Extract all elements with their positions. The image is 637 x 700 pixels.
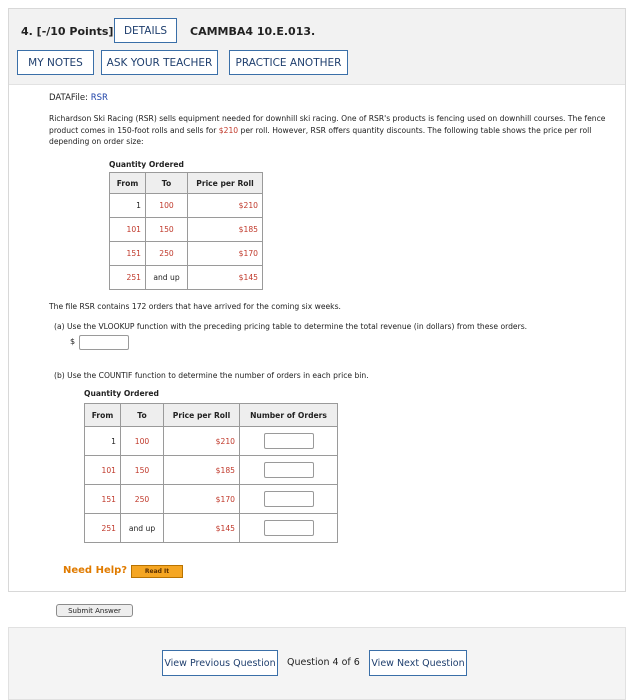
cell-price: $185 [188,218,263,242]
col-header-price: Price per Roll [164,404,240,427]
table-row [110,266,263,290]
cell-from: 101 [85,456,121,485]
question-indicator: Question 4 of 6 [287,657,360,668]
bins-table [84,403,338,543]
cell-to: 150 [146,218,188,242]
intro-price: $210 [218,125,239,135]
cell-count [240,514,338,543]
col-header-count: Number of Orders [240,404,338,427]
count-input[interactable] [264,433,314,449]
intro-text-2: per roll. However, RSR offers quantity discounts. The following table shows the price per roll depending on order size: [49,125,592,146]
submit-answer-button[interactable]: Submit Answer [56,604,133,617]
view-next-question-button[interactable]: View Next Question [369,650,467,676]
practice-another-button[interactable]: PRACTICE ANOTHER [229,50,348,75]
col-header-to: To [146,173,188,194]
cell-count [240,485,338,514]
view-previous-question-button[interactable]: View Previous Question [162,650,278,676]
cell-price: $210 [164,427,240,456]
cell-to: 150 [121,456,164,485]
pricing-table-caption: Quantity Ordered [109,160,184,169]
cell-price: $185 [164,456,240,485]
bins-table-caption: Quantity Ordered [84,389,159,398]
part-a-prompt: (a) Use the VLOOKUP function with the preceding pricing table to determine the total revenue (in dollars) from these orders. [54,322,528,331]
table-row [85,427,338,456]
count-input[interactable] [264,491,314,507]
cell-price: $145 [164,514,240,543]
currency-symbol: $ [70,337,76,346]
cell-from: 151 [110,242,146,266]
read-it-button[interactable]: Read It [131,565,183,578]
question-navigation [8,627,626,700]
table-row [85,456,338,485]
details-button[interactable]: DETAILS [114,18,177,43]
question-points: 4. [-/10 Points] [21,25,114,38]
cell-price: $170 [188,242,263,266]
count-input[interactable] [264,462,314,478]
problem-code: CAMMBA4 10.E.013. [190,25,316,38]
pricing-table [109,172,263,290]
cell-from: 251 [85,514,121,543]
col-header-price: Price per Roll [188,173,263,194]
cell-from: 1 [85,427,121,456]
col-header-from: From [85,404,121,427]
cell-to: 250 [146,242,188,266]
table-row [110,218,263,242]
problem-intro [49,113,615,148]
cell-to: 100 [121,427,164,456]
cell-price: $170 [164,485,240,514]
cell-count [240,427,338,456]
cell-price: $210 [188,194,263,218]
datafile-link[interactable]: RSR [90,93,108,103]
question-card [8,8,626,615]
question-header [9,9,625,85]
count-input[interactable] [264,520,314,536]
cell-from: 251 [110,266,146,290]
table-row [110,194,263,218]
table-row [110,242,263,266]
cell-to: 250 [121,485,164,514]
cell-from: 101 [110,218,146,242]
cell-to: 100 [146,194,188,218]
cell-to: and up [121,514,164,543]
col-header-from: From [110,173,146,194]
cell-from: 151 [85,485,121,514]
col-header-to: To [121,404,164,427]
part-b-prompt: (b) Use the COUNTIF function to determine the number of orders in each price bin. [54,371,369,380]
table-row [85,514,338,543]
datafile-line [49,93,108,103]
need-help-label: Need Help? [63,565,128,576]
ask-teacher-button[interactable]: ASK YOUR TEACHER [101,50,218,75]
cell-count [240,456,338,485]
cell-price: $145 [188,266,263,290]
cell-to: and up [146,266,188,290]
cell-from: 1 [110,194,146,218]
file-note: The file RSR contains 172 orders that have arrived for the coming six weeks. [49,302,341,311]
revenue-input[interactable] [79,335,129,350]
datafile-label: DATAFile: [49,93,88,103]
table-row [85,485,338,514]
intro-text-1: Richardson Ski Racing (RSR) sells equipment needed for downhill ski racing. One of RSR's products is fencing used on downhill courses. The fence product comes in 150-foot rolls and sells for [49,114,606,135]
my-notes-button[interactable]: MY NOTES [17,50,94,75]
